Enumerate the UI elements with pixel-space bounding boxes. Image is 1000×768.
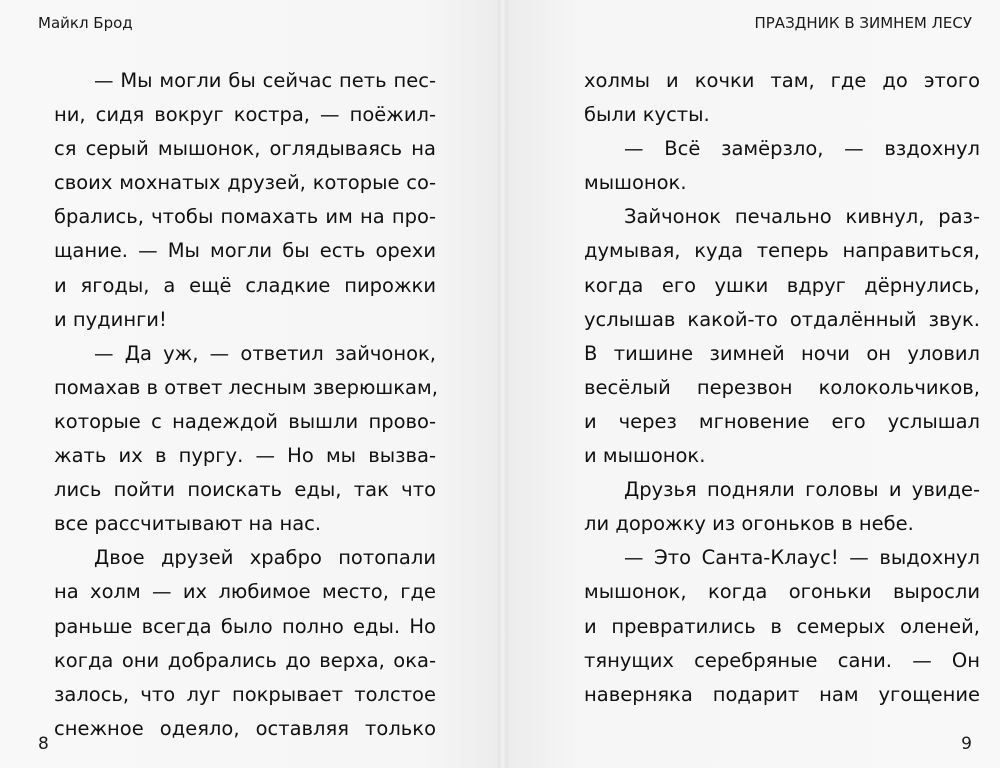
text-line: своих мохнатых друзей, которые со- [54,171,436,195]
text-line: и превратились в семерых оленей, [584,614,980,638]
text-line: жать их в пургу. — Но мы вызва- [54,444,436,468]
left-page-number: 8 [38,734,49,754]
text-line: мышонок. [584,171,687,195]
text-line: весёлый перезвон колокольчиков, [584,375,980,399]
left-page-text [54,64,436,746]
text-line: Зайчонок печально кивнул, раз- [624,205,980,229]
text-line: Двое друзей храбро потопали [94,546,436,570]
text-line: думывая, куда теперь направиться, [584,239,980,263]
text-line: залось, что луг покрывает толстое [54,682,436,706]
text-line: которые с надеждой вышли прово- [54,409,436,433]
text-line: лись пойти поискать еды, так что [54,478,436,502]
text-line: и через мгновение его услышал [584,409,980,433]
text-line: ни, сидя вокруг костра, — поёжил- [54,103,436,127]
text-line: все рассчитывают на нас. [54,512,322,536]
author-running-head: Майкл Брод [38,14,133,32]
text-line: тянущих серебряные сани. — Он [584,648,980,672]
text-line: брались, чтобы помахать им на про- [54,205,436,229]
text-line: и пудинги! [54,307,167,331]
text-line: щание. — Мы могли бы есть орехи [54,239,436,263]
left-page [0,0,498,768]
right-page-text [584,64,980,712]
text-line: раньше всегда было полно еды. Но [54,614,436,638]
text-line: — Да уж, — ответил зайчонок, [94,341,436,365]
text-line: снежное одеяло, оставляя только [54,716,436,740]
text-line: холмы и кочки там, где до этого [584,69,980,92]
text-line: В тишине зимней ночи он уловил [584,341,980,365]
text-line: мышонок, когда огоньки выросли [584,580,980,604]
text-line: были кусты. [584,103,710,127]
text-line: — Мы могли бы сейчас петь пес- [94,69,436,92]
text-line: и ягоды, а ещё сладкие пирожки [54,273,436,297]
text-line: помахав в ответ лесным зверюшкам, [54,375,438,399]
text-line: когда его ушки вдруг дёрнулись, [584,273,980,297]
title-running-head: ПРАЗДНИК В ЗИМНЕМ ЛЕСУ [754,14,972,32]
text-line: наверняка подарит нам угощение [584,682,980,706]
text-line: — Всё замёрзло, — вздохнул [624,137,980,161]
right-page-number: 9 [961,734,972,754]
text-line: — Это Санта-Клаус! — выдохнул [624,546,980,570]
text-line: Друзья подняли головы и увиде- [624,478,980,502]
right-page [508,0,1000,768]
book-gutter [498,0,508,768]
text-line: на холм — их любимое место, где [54,580,436,604]
text-line: когда они добрались до верха, ока- [54,648,436,672]
text-line: ли дорожку из огоньков в небе. [584,512,914,536]
text-line: услышав какой-то отдалённый звук. [584,307,980,331]
text-line: и мышонок. [584,444,706,468]
text-line: ся серый мышонок, оглядываясь на [54,137,436,161]
